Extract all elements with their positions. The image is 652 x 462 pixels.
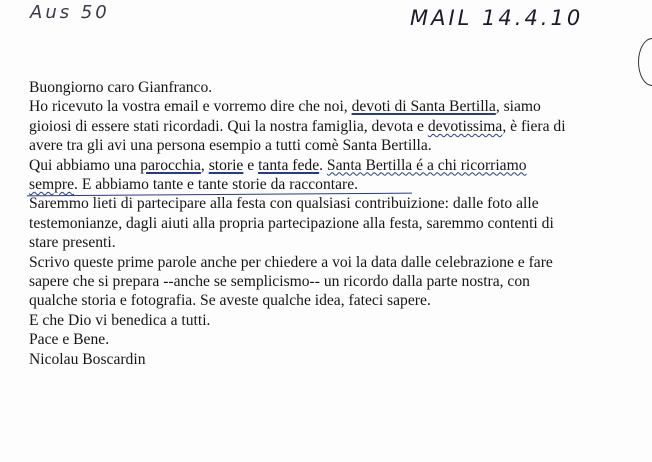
paragraph-3-line-1: Saremmo lieti di partecipare alla festa con qualsiasi contribuizione: dalle foto alle: [29, 195, 539, 213]
underlined-phrase: tanta fede: [258, 156, 320, 174]
text-run: , è fiera di: [502, 117, 566, 135]
letter-greeting: Buongiorno caro Gianfranco.: [29, 79, 213, 96]
underlined-phrase: devoti di Santa Bertilla: [351, 98, 496, 116]
paragraph-2-line-2: [29, 175, 645, 194]
paragraph-3-line-3: stare presenti.: [29, 234, 116, 252]
paragraph-4-line-3: qualche storia e fotografia. Se aveste qualche idea, fateci sapere.: [29, 292, 431, 310]
text-run: .: [319, 156, 327, 174]
paragraph-3-line-2: testemonianze, dagli aiuti alla propria partecipazione alla festa, saremmo contenti di: [29, 214, 554, 232]
text-run: Qui abbiamo una: [29, 156, 141, 174]
handwritten-date-top-right: MAIL 14.4.10: [410, 6, 584, 30]
wavy-underlined-phrase: Santa Bertilla é a chi ricorriamo: [326, 156, 527, 174]
letter-blessing: E che Dio vi benedica a tutti.: [29, 311, 211, 329]
text-run: ,: [200, 156, 209, 174]
paragraph-1-line-1: [29, 97, 645, 116]
text-run: , siamo: [495, 98, 541, 116]
paragraph-2-line-1: [29, 156, 645, 175]
underlined-word: parocchia: [140, 156, 201, 174]
text-run: . E abbiamo tante e tante storie da raccontare.: [74, 176, 359, 194]
wavy-underlined-word: devotissima: [427, 117, 503, 135]
handwritten-note-top-left: Aus 50: [30, 2, 110, 23]
letter-closing: Pace e Bene.: [29, 331, 110, 349]
paragraph-4-line-2: sapere che si prepara --anche se semplicismo-- un ricordo dalla parte nostra, con: [29, 273, 530, 291]
text-run: Ho ricevuto la vostra email e vorremo dire che noi,: [29, 98, 352, 116]
underlined-word: storie: [208, 156, 244, 174]
letter-signature: Nicolau Boscardin: [29, 350, 146, 368]
text-run: e: [243, 156, 259, 174]
paragraph-1-line-3: avere tra gli avi una persona esempio a tutti comè Santa Bertilla.: [29, 137, 432, 155]
letter-body: [29, 78, 645, 369]
text-run: gioiosi di essere stati ricordadi. Qui la nostra famiglia, devota e: [29, 117, 428, 135]
wavy-underlined-word: sempre: [29, 176, 75, 194]
paragraph-4-line-1: Scrivo queste prime parole anche per chiedere a voi la data dalle celebrazione e fare: [29, 253, 553, 271]
paragraph-1-line-2: [29, 117, 645, 136]
